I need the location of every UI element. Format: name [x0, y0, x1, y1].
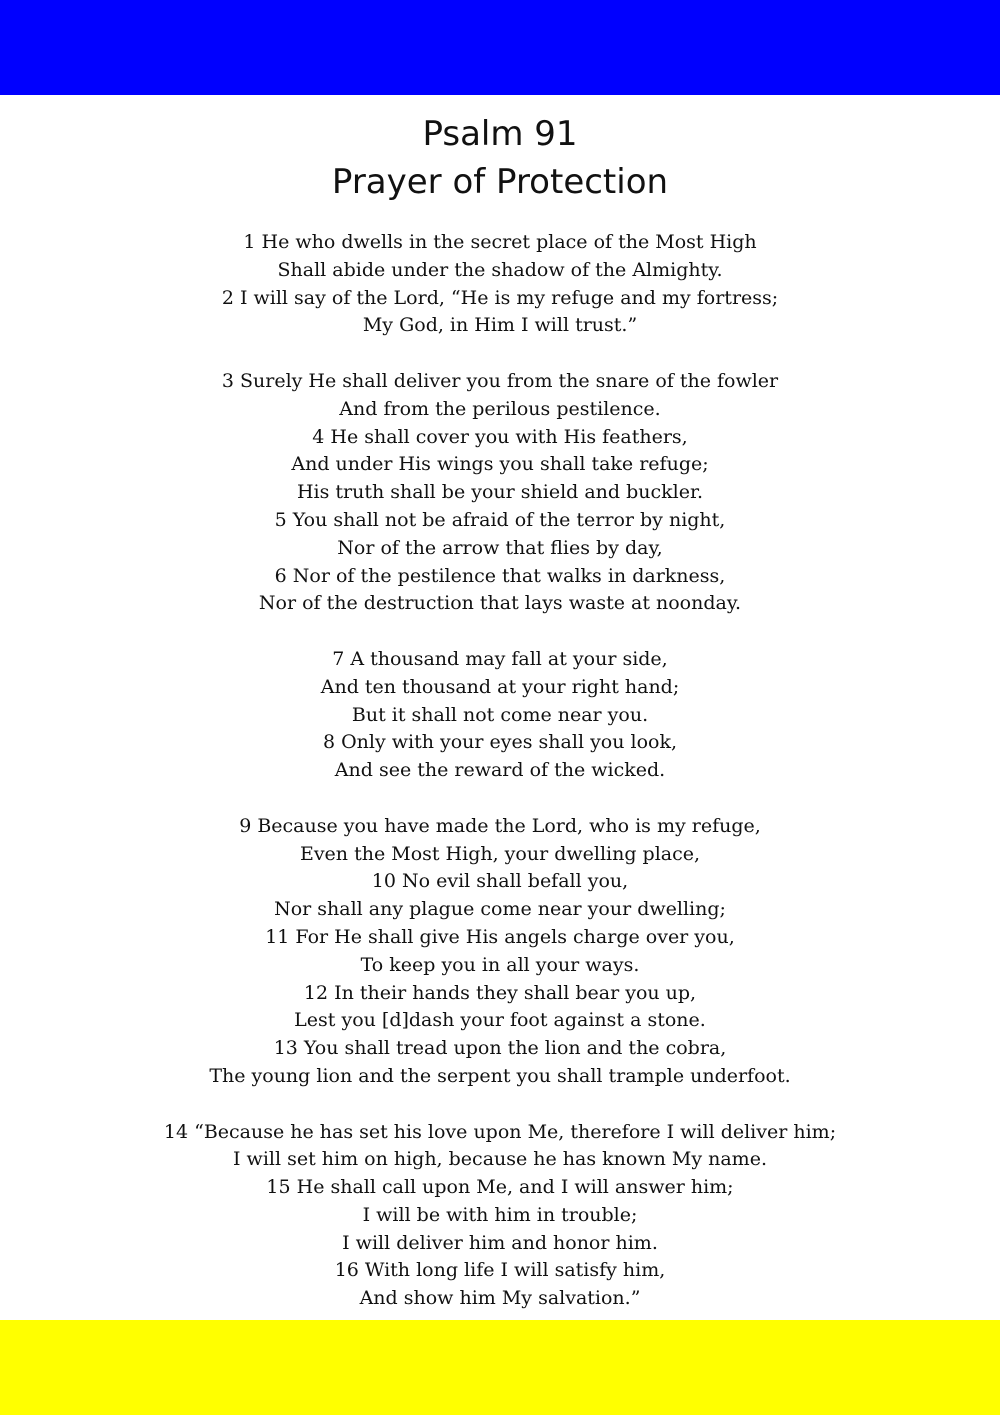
verse-line: Even the Most High, your dwelling place, — [299, 842, 701, 865]
verse-line: 14 “Because he has set his love upon Me, therefore I will deliver him; — [163, 1120, 837, 1143]
verse-line: I will set him on high, because he has known My name. — [233, 1148, 767, 1171]
verse-line: 13 You shall tread upon the lion and the cobra, — [273, 1037, 727, 1060]
stanza — [0, 1119, 1000, 1314]
verse-line: 5 You shall not be afraid of the terror by night, — [274, 508, 726, 531]
stanza — [0, 813, 1000, 1091]
verse-line: And under His wings you shall take refuge; — [291, 453, 709, 476]
verse-line: And show him My salvation.” — [359, 1287, 641, 1310]
verse-line: Nor of the destruction that lays waste at noonday. — [258, 592, 742, 615]
title-line-1: Psalm 91 — [422, 114, 578, 154]
verse-line: 15 He shall call upon Me, and I will answer him; — [266, 1176, 734, 1199]
verse-line: 2 I will say of the Lord, “He is my refuge and my fortress; — [221, 286, 779, 309]
verse-line: 7 A thousand may fall at your side, — [332, 647, 668, 670]
verse-line: My God, in Him I will trust.” — [362, 314, 638, 337]
psalm-text — [0, 229, 1000, 1313]
stanza — [0, 368, 1000, 618]
verse-line: And see the reward of the wicked. — [334, 759, 666, 782]
page-title — [0, 110, 1000, 206]
verse-line: I will be with him in trouble; — [362, 1203, 638, 1226]
verse-line: Shall abide under the shadow of the Almighty. — [277, 258, 723, 281]
stanza — [0, 646, 1000, 785]
stanza — [0, 229, 1000, 340]
verse-line: And from the perilous pestilence. — [339, 397, 661, 420]
verse-line: 9 Because you have made the Lord, who is my refuge, — [239, 814, 761, 837]
verse-line: And ten thousand at your right hand; — [320, 675, 680, 698]
verse-line: Nor shall any plague come near your dwelling; — [274, 898, 726, 921]
verse-line: 6 Nor of the pestilence that walks in darkness, — [274, 564, 726, 587]
verse-line: I will deliver him and honor him. — [342, 1231, 658, 1254]
verse-line: 12 In their hands they shall bear you up, — [303, 981, 697, 1004]
top-blue-band — [0, 0, 1000, 95]
verse-line: 1 He who dwells in the secret place of the Most High — [243, 231, 757, 253]
verse-line: His truth shall be your shield and buckler. — [296, 481, 704, 504]
verse-line: The young lion and the serpent you shall trample underfoot. — [209, 1064, 791, 1087]
verse-line: To keep you in all your ways. — [360, 953, 640, 976]
verse-line: 3 Surely He shall deliver you from the snare of the fowler — [221, 369, 779, 392]
verse-line: But it shall not come near you. — [351, 703, 649, 726]
verse-line: 11 For He shall give His angels charge over you, — [265, 925, 735, 948]
bottom-yellow-band — [0, 1320, 1000, 1415]
verse-line: 16 With long life I will satisfy him, — [334, 1259, 666, 1282]
title-line-2: Prayer of Protection — [331, 162, 669, 202]
verse-line: 4 He shall cover you with His feathers, — [312, 425, 688, 448]
verse-line: 10 No evil shall befall you, — [371, 870, 629, 893]
verse-line: 8 Only with your eyes shall you look, — [322, 731, 678, 754]
verse-line: Lest you [d]dash your foot against a stone. — [294, 1009, 706, 1032]
verse-line: Nor of the arrow that flies by day, — [337, 536, 663, 559]
